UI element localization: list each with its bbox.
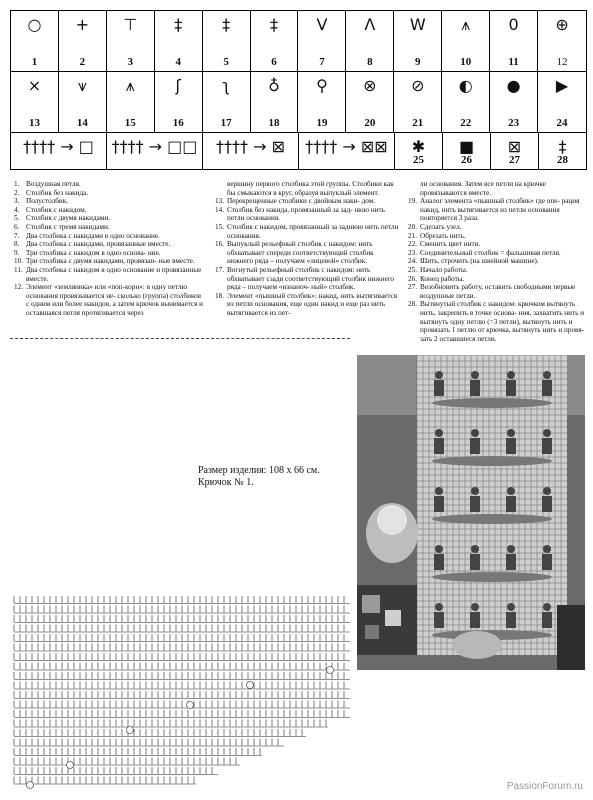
symbol-cell	[299, 133, 395, 169]
legend-number: 16.	[215, 240, 224, 249]
legend-number: 18.	[215, 291, 224, 300]
legend-text: Столбик с двумя накидами.	[26, 214, 110, 223]
symbol-cell	[539, 133, 586, 169]
symbol-cell	[395, 133, 443, 169]
legend-item	[14, 249, 206, 258]
symbol-number: 15	[124, 117, 136, 129]
symbol-glyph: †††† → ⊠	[216, 137, 285, 156]
symbol-glyph: ○	[27, 15, 42, 34]
symbol-cell	[346, 11, 394, 71]
legend-text: Начало работы.	[420, 265, 468, 274]
symbol-cell	[203, 11, 251, 71]
symbol-cell	[346, 72, 394, 132]
symbol-cell	[442, 72, 490, 132]
legend-text: Столбик без накида, провязанный за зад- нюю нить петли основания.	[227, 205, 385, 223]
symbol-number: 19	[316, 117, 328, 129]
symbol-glyph: V	[316, 15, 328, 34]
symbol-number: 22	[460, 117, 472, 129]
legend-number: 19.	[408, 197, 417, 206]
legend-text: Два столбика с накидом в одно основание и провязанные вместе.	[26, 265, 202, 283]
legend-number: 24.	[408, 257, 417, 266]
symbol-cell	[155, 72, 203, 132]
legend-item	[408, 266, 586, 275]
symbol-number: 3	[127, 56, 134, 68]
symbol-cell	[538, 11, 586, 71]
symbol-cell	[443, 133, 491, 169]
legend-number: 8.	[14, 240, 20, 249]
symbol-row-3	[11, 133, 586, 169]
legend-text: Соединительный столбик = фальшивая петля.	[420, 248, 561, 257]
legend-text: Элемент «земляника» или «поп-корн»: в одну петлю основания провязывается не- сколько (группа) столбиков с одним или более накидов, а затем крючок вынимается и оставшаяся петля протягивается через	[26, 283, 204, 317]
legend-text: Столбик с тремя накидами.	[26, 222, 110, 231]
legend-column-3	[408, 180, 586, 343]
symbol-cell	[299, 72, 347, 132]
symbol-cell	[491, 133, 539, 169]
legend-item	[408, 197, 586, 223]
legend-number: 14.	[215, 205, 224, 214]
symbol-number: 18	[268, 117, 280, 129]
symbol-cell	[442, 11, 490, 71]
symbol-glyph: ♁	[268, 76, 280, 95]
symbol-number: 20	[364, 117, 376, 129]
legend-text: Столбик с накидом.	[26, 205, 87, 214]
legend-number: 26.	[408, 274, 417, 283]
symbol-glyph: ■	[458, 137, 475, 156]
legend-number: 12.	[14, 283, 23, 292]
symbol-number: 12	[556, 56, 568, 68]
legend-text: Аналог элемента «пышный столбик» где опе- рация накид, нить вытягивается из петли основания повторяется 3 раза.	[420, 197, 580, 223]
legend-number: 3.	[14, 197, 20, 206]
symbol-row-1	[11, 11, 586, 72]
symbol-glyph: ‡	[270, 15, 279, 34]
legend-text: Элемент «пышный столбик»: накид, нить вытягивается из петли основания, еще один накид и еще раз нить вытягивается из пет-	[227, 291, 398, 317]
legend-item	[408, 232, 586, 241]
symbol-number: 16	[172, 117, 184, 129]
legend-column-2	[215, 180, 401, 318]
symbol-number: 9	[415, 56, 421, 68]
symbol-glyph: ⊗	[363, 76, 377, 95]
legend-number: 20.	[408, 222, 417, 231]
symbol-glyph: +	[75, 15, 90, 34]
legend-number: 21.	[408, 231, 417, 240]
legend-text: ли основания. Затем все петли на крючке провязываются вместе.	[420, 180, 546, 197]
symbol-glyph: ⨯	[27, 76, 42, 95]
symbol-number: 28	[557, 154, 568, 166]
symbol-number: 8	[367, 56, 373, 68]
legend-number: 10.	[14, 257, 23, 266]
symbol-glyph: ●	[506, 76, 521, 95]
legend-item	[215, 197, 401, 206]
legend-text: вершину первого столбика этой группы. Столбики как бы смыкаются в круг, образуя выпуклый элемент.	[227, 180, 394, 197]
symbol-number: 2	[79, 56, 86, 68]
legend-number: 5.	[14, 214, 20, 223]
symbol-glyph: ʃ	[175, 76, 181, 95]
legend-text: Конец работы.	[420, 274, 465, 283]
legend-number: 6.	[14, 222, 20, 231]
legend-text: Сделать узел.	[420, 222, 462, 231]
symbol-glyph: ‡	[558, 137, 567, 156]
legend-item	[14, 180, 206, 189]
symbol-number: 10	[460, 56, 472, 68]
symbol-number: 13	[28, 117, 40, 129]
symbol-number: 11	[508, 56, 519, 68]
legend-number: 22.	[408, 240, 417, 249]
legend-item	[408, 283, 586, 300]
symbol-number: 5	[223, 56, 229, 68]
legend-number: 28.	[408, 300, 417, 309]
symbol-cell	[107, 11, 155, 71]
symbol-cell	[155, 11, 203, 71]
legend-item	[14, 257, 206, 266]
legend-number: 27.	[408, 283, 417, 292]
symbol-glyph: 0	[508, 15, 519, 34]
symbol-cell	[11, 72, 59, 132]
legend-item	[408, 275, 586, 284]
legend-column-1	[14, 180, 206, 318]
symbol-cell	[203, 133, 299, 169]
legend-item	[14, 197, 206, 206]
legend-number	[215, 180, 227, 197]
legend-number: 9.	[14, 248, 20, 257]
legend-text: Столбик без накида.	[26, 188, 89, 197]
legend-item	[14, 214, 206, 223]
legend-text: Вытянутый столбик с накидом: крючком вытянуть нить, закрепить в точке основа- ния, захватить нить и вытянуть одну петлю (=3 петли), вытянуть нить и провязать 1 петлю от крючка, вытянуть нить и провя- зать 2 оставшиеся петли.	[420, 300, 585, 343]
product-size: Размер изделия: 108 х 66 см.	[198, 465, 320, 476]
legend-item	[408, 180, 586, 197]
legend-number: 23.	[408, 248, 417, 257]
product-info	[198, 465, 320, 489]
photo-illustration	[357, 355, 585, 670]
symbol-glyph: ⊠	[507, 137, 522, 156]
legend-text: Три столбика с накидом в одно основа- ние.	[26, 248, 161, 257]
symbol-number: 14	[76, 117, 88, 129]
legend-text: Полустолбик.	[26, 197, 68, 206]
legend-item	[14, 266, 206, 283]
symbol-number: 24	[556, 117, 568, 129]
legend-number: 2.	[14, 188, 20, 197]
legend-item	[215, 266, 401, 292]
symbol-number: 26	[461, 154, 472, 166]
symbol-number: 27	[509, 154, 520, 166]
symbol-row-2	[11, 72, 586, 133]
legend-item	[215, 180, 401, 197]
symbol-cell	[59, 72, 107, 132]
symbol-cell	[394, 11, 442, 71]
legend-item	[408, 223, 586, 232]
legend-number: 15.	[215, 222, 224, 231]
symbol-number: 23	[508, 117, 520, 129]
symbol-number: 6	[271, 56, 277, 68]
symbol-cell	[11, 11, 59, 71]
legend-item	[14, 206, 206, 215]
legend-text: Столбик с накидом, провязанный за заднюю нить петли основания.	[227, 222, 399, 240]
legend-text: Обрезать нить.	[420, 231, 466, 240]
legend-number: 7.	[14, 231, 20, 240]
crochet-chart	[10, 590, 362, 790]
legend-text: Перекрещенные столбики с двойным наки- дом.	[227, 197, 376, 206]
legend-item	[215, 206, 401, 223]
symbol-number: 17	[220, 117, 232, 129]
symbol-table	[10, 10, 587, 170]
legend-number: 11.	[14, 265, 23, 274]
symbol-glyph: ⩚	[125, 76, 135, 95]
legend-number: 17.	[215, 265, 224, 274]
product-photo	[357, 355, 585, 670]
legend-text: Три столбика с двумя накидами, провязан- ные вместе.	[26, 257, 195, 266]
legend-item	[14, 189, 206, 198]
symbol-cell	[538, 72, 586, 132]
symbol-glyph: ⊕	[555, 15, 569, 34]
symbol-glyph: ⊤	[123, 15, 138, 34]
legend-text: Два столбика с накидами, провязанные вместе.	[26, 240, 171, 249]
section-divider	[10, 338, 350, 339]
legend-item	[14, 240, 206, 249]
symbol-glyph: ‡	[222, 15, 231, 34]
symbol-cell	[203, 72, 251, 132]
legend-number: 13.	[215, 197, 224, 206]
symbol-glyph: ✱	[411, 137, 426, 156]
symbol-glyph: ▶	[555, 76, 569, 95]
legend-item	[408, 257, 586, 266]
symbol-number: 21	[412, 117, 424, 129]
symbol-cell	[11, 133, 107, 169]
legend-item	[408, 249, 586, 258]
legend-item	[14, 283, 206, 317]
legend-number	[408, 180, 420, 197]
legend-number: 25.	[408, 265, 417, 274]
symbol-glyph: Λ	[364, 15, 376, 34]
symbol-glyph: ⊘	[411, 76, 425, 95]
symbol-glyph: ‡	[174, 15, 183, 34]
legend-item	[215, 223, 401, 240]
legend-item	[215, 292, 401, 318]
symbol-glyph: ʅ	[222, 76, 230, 95]
legend-text: Воздушная петля.	[26, 180, 81, 188]
hook-size: Крючок № 1.	[198, 477, 254, 488]
legend-text: Выпуклый рельефный столбик с накидом: нить обхватывает спереди соответствующий столбик нижнего ряда – получаем «лицевой» столбик.	[227, 240, 374, 266]
symbol-cell	[59, 11, 107, 71]
symbol-cell	[107, 72, 155, 132]
legend-item	[408, 300, 586, 343]
symbol-cell	[107, 133, 203, 169]
symbol-glyph: †††† → ⊠⊠	[305, 137, 388, 156]
legend-item	[408, 240, 586, 249]
symbol-glyph: †††† → □	[23, 137, 94, 156]
symbol-cell	[394, 72, 442, 132]
symbol-number: 4	[175, 56, 181, 68]
symbol-cell	[251, 72, 299, 132]
legend-text: Шить, строчить (на швейной машине).	[420, 257, 539, 266]
symbol-cell	[251, 11, 299, 71]
legend-number: 1.	[14, 180, 20, 188]
symbol-glyph: W	[409, 15, 426, 34]
legend-text: Возобновить работу, оставить свободными первые воздушные петли.	[420, 283, 576, 300]
symbol-number: 25	[413, 154, 424, 166]
symbol-cell	[299, 11, 347, 71]
symbol-number: 1	[31, 56, 38, 68]
symbol-glyph: †††† → □□	[111, 137, 198, 156]
legend-item	[14, 232, 206, 241]
symbol-glyph: ⩚	[461, 15, 471, 34]
symbol-glyph: ⚲	[316, 76, 328, 95]
symbol-number: 7	[319, 56, 325, 68]
symbol-cell	[490, 72, 538, 132]
legend-number: 4.	[14, 205, 20, 214]
symbol-cell	[490, 11, 538, 71]
legend-item	[215, 240, 401, 266]
legend-item	[14, 223, 206, 232]
symbol-glyph: ◐	[458, 76, 473, 95]
legend-text: Сменить цвет нити.	[420, 240, 481, 249]
legend-text: Два столбика с накидами в одно основание.	[26, 231, 160, 240]
watermark: PassionForum.ru	[506, 781, 583, 792]
symbol-glyph: ⩛	[77, 76, 87, 95]
legend-text: Вогнутый рельефный столбик с накидом: нить обхватывает сзади соответствующий столбик нижнего ряда – получаем «изнаноч- ный» столбик.	[227, 265, 394, 292]
